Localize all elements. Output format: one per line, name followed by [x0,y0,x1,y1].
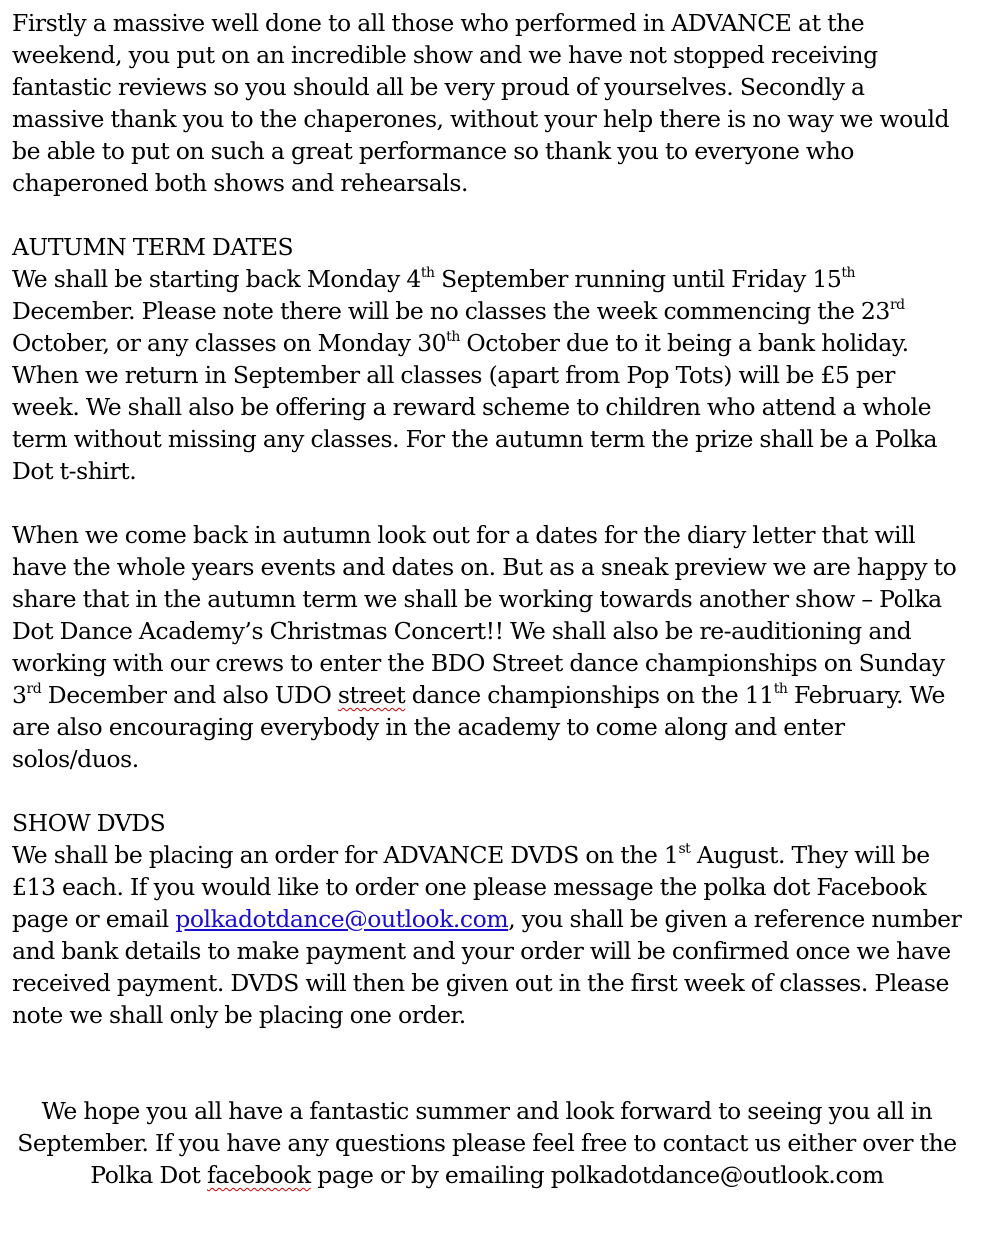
dvds-paragraph [12,839,962,1031]
text-run: dance championships on the 11 [405,681,774,709]
text-run: August. They will be £13 each. If you would like to order one please message the polka dot Facebook page or email [12,841,930,933]
text-run: December. Please note there will be no classes the week commencing the 23 [12,297,890,325]
spacer [12,775,962,807]
spacer [12,1031,962,1095]
ordinal-suffix: rd [26,681,42,698]
text-run: December and also UDO [41,681,338,709]
text-run: February. We are also encouraging everybody in the academy to come along and enter solos/duos. [12,681,945,773]
ordinal-suffix: th [420,265,435,282]
spellcheck-flagged-word: facebook [206,1161,311,1189]
preview-paragraph [12,519,962,775]
ordinal-suffix: th [446,329,460,346]
text-run: September running until Friday 15 [434,265,842,293]
email-link[interactable]: polkadotdance@outlook.com [175,905,509,933]
autumn-paragraph [12,263,962,487]
ordinal-suffix: st [678,841,691,858]
text-run: page or by emailing polkadotdance@outlook.com [310,1161,884,1189]
document-body [12,7,962,1191]
spellcheck-flagged-word: street [337,681,406,709]
text-run: , you shall be given a reference number and bank details to make payment and your order will be confirmed once we have received payment. DVDS will then be given out in the first week of classes. Please note we shall only be placing one order. [12,905,962,1029]
ordinal-suffix: th [841,265,856,282]
text-run: October, or any classes on Monday 30 [12,329,447,357]
ordinal-suffix: th [773,681,788,698]
text-run: October due to it being a bank holiday. When we return in September all classes (apart from Pop Tots) will be £5 per week. We shall also be offering a reward scheme to children who attend a whole term without missing any classes. For the autumn term the prize shall be a Polka Dot t-shirt. [12,329,938,485]
ordinal-suffix: rd [889,297,905,314]
text-run: We hope you all have a fantastic summer and look forward to seeing you all in September. If you have any questions please feel free to contact us either over the Polka Dot [17,1097,957,1189]
text-run: When we come back in autumn look out for a dates for the diary letter that will have the whole years events and dates on. But as a sneak preview we are happy to share that in the autumn term we shall be working towards another show – Polka Dot Dance Academy’s Christmas Concert!! We shall also be re-auditioning and working with our crews to enter the BDO Street dance championships on Sunday 3 [12,521,957,709]
spacer [12,487,962,519]
section-heading-autumn: AUTUMN TERM DATES [12,233,294,261]
spacer [12,199,962,231]
text-run: We shall be placing an order for ADVANCE DVDS on the 1 [12,841,679,869]
closing-paragraph [12,1095,962,1191]
text-run: We shall be starting back Monday 4 [12,265,421,293]
intro-paragraph: Firstly a massive well done to all those who performed in ADVANCE at the weekend, you put on an incredible show and we have not stopped receiving fantastic reviews so you should all be very proud of yourselves. Secondly a massive thank you to the chaperones, without your help there is no way we would be able to put on such a great performance so thank you to everyone who chaperoned both shows and rehearsals. [12,9,950,197]
section-heading-dvds: SHOW DVDS [12,809,166,837]
